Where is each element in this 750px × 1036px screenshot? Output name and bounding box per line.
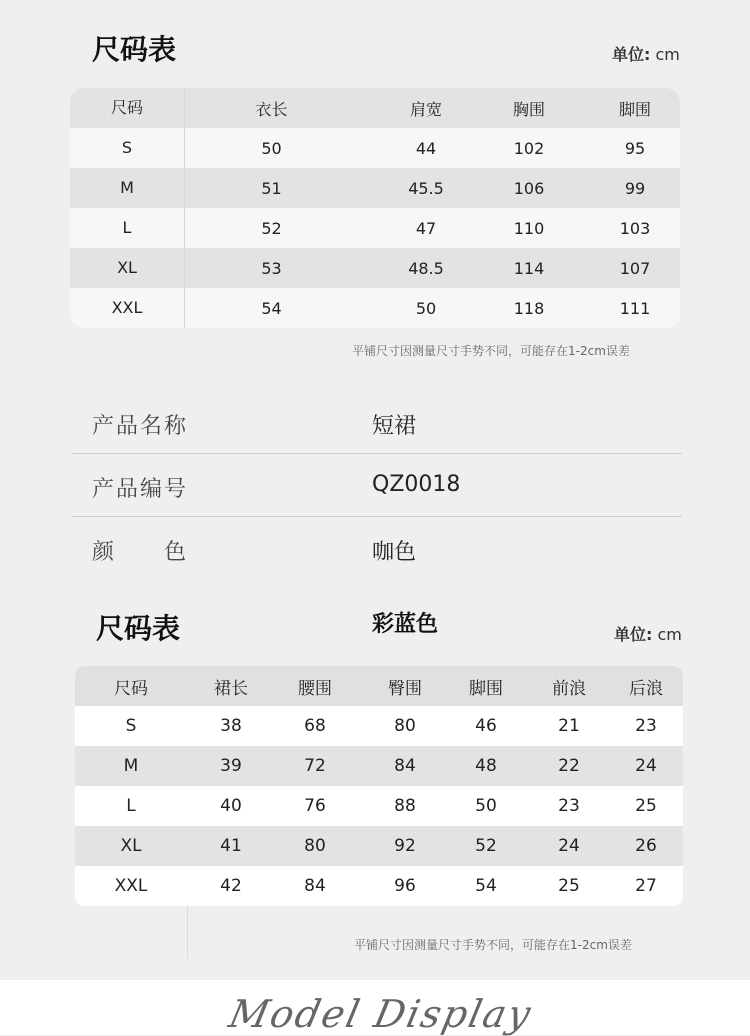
table-cell: 54 xyxy=(261,298,282,318)
unit-value: cm xyxy=(657,625,682,644)
table-cell: 80 xyxy=(394,716,416,736)
table-cell: 110 xyxy=(513,218,545,238)
product-color-row xyxy=(72,517,682,579)
table-cell: 106 xyxy=(513,178,545,198)
table-cell: 46 xyxy=(475,716,497,736)
table-cell: 51 xyxy=(261,178,282,198)
table-cell: 38 xyxy=(220,716,242,736)
table-cell: S xyxy=(70,128,185,168)
table-cell: 24 xyxy=(558,836,580,856)
table-cell: 50 xyxy=(415,298,437,318)
size-table-2 xyxy=(75,666,683,906)
unit-label: 单位: xyxy=(614,625,653,644)
table-cell: 88 xyxy=(394,796,416,816)
table-row xyxy=(75,746,683,786)
table-cell: 25 xyxy=(635,796,657,816)
header-cell: 脚围 xyxy=(469,678,503,699)
table-cell: 92 xyxy=(394,836,416,856)
header-cell: 尺码 xyxy=(70,88,185,128)
table-cell: 50 xyxy=(261,138,282,158)
size-table-1-title: 尺码表 xyxy=(92,33,177,66)
table-cell: 26 xyxy=(635,836,657,856)
header-cell: 前浪 xyxy=(552,678,586,699)
table-header-row xyxy=(75,666,683,706)
table-row xyxy=(75,786,683,826)
table-cell: 84 xyxy=(394,756,416,776)
table-cell: 80 xyxy=(304,836,326,856)
header-cell: 胸围 xyxy=(512,99,545,119)
table-cell: 68 xyxy=(304,716,326,736)
table-cell: 47 xyxy=(415,218,437,238)
measurement-note: 平铺尺寸因测量尺寸手势不同，可能存在1-2cm误差 xyxy=(352,344,630,358)
table-cell: S xyxy=(125,716,137,736)
table-cell: 84 xyxy=(304,876,326,896)
table-cell: 76 xyxy=(304,796,326,816)
product-color-label: 颜 色 xyxy=(92,540,189,565)
size-table-2-unit xyxy=(614,622,682,645)
header-cell: 臀围 xyxy=(388,678,422,699)
product-code-label: 产品编号 xyxy=(92,477,189,502)
size-table-2-title: 尺码表 xyxy=(96,612,181,645)
table-cell: 23 xyxy=(558,796,580,816)
table-cell: 102 xyxy=(513,138,545,158)
table-cell: 72 xyxy=(304,756,326,776)
table-cell: 45.5 xyxy=(408,178,444,198)
table-cell: 95 xyxy=(624,138,646,158)
table-cell: L xyxy=(126,796,136,816)
header-cell: 后浪 xyxy=(629,678,663,699)
product-name-row xyxy=(72,391,682,454)
table-row xyxy=(70,128,680,168)
table-cell: 21 xyxy=(558,716,580,736)
table-header-row xyxy=(70,88,680,128)
table-cell: 96 xyxy=(394,876,416,896)
table-cell: 107 xyxy=(619,258,651,278)
product-color-value: 咖色 xyxy=(372,540,417,565)
header-cell: 腰围 xyxy=(298,678,332,699)
table-row xyxy=(75,826,683,866)
unit-label: 单位: xyxy=(612,45,651,64)
header-cell: 尺码 xyxy=(114,678,148,699)
table-cell: 99 xyxy=(624,178,646,198)
table-cell: 53 xyxy=(261,258,282,278)
table-cell: 52 xyxy=(475,836,497,856)
table-cell: M xyxy=(70,168,185,208)
table-cell: XL xyxy=(120,836,142,856)
size-table-2-subtitle: 彩蓝色 xyxy=(372,612,439,637)
table-cell: 118 xyxy=(513,298,545,318)
table-cell: 44 xyxy=(415,138,437,158)
product-name-label: 产品名称 xyxy=(92,414,189,439)
product-code-row xyxy=(72,454,682,517)
table-cell: 39 xyxy=(220,756,242,776)
table-cell: L xyxy=(70,208,185,248)
size-table-1 xyxy=(70,88,680,328)
header-cell: 脚围 xyxy=(618,99,651,119)
table-row xyxy=(70,248,680,288)
table-cell: XL xyxy=(70,248,185,288)
table-cell: 103 xyxy=(619,218,651,238)
header-cell: 肩宽 xyxy=(409,99,442,119)
table-cell: 27 xyxy=(635,876,657,896)
table-cell: M xyxy=(123,756,139,776)
table-cell: 41 xyxy=(220,836,242,856)
table-cell: XXL xyxy=(114,876,148,896)
table-row xyxy=(75,866,683,906)
size-table-1-unit xyxy=(612,42,680,65)
table-row xyxy=(75,706,683,746)
product-code-value: QZ0018 xyxy=(372,472,461,497)
table-cell: 48.5 xyxy=(408,258,444,278)
table-cell: 54 xyxy=(475,876,497,896)
table-cell: XXL xyxy=(70,288,185,328)
header-cell: 裙长 xyxy=(214,678,248,699)
table-2-left-divider xyxy=(187,906,188,958)
table-cell: 50 xyxy=(475,796,497,816)
product-name-value: 短裙 xyxy=(372,414,417,439)
table-cell: 40 xyxy=(220,796,242,816)
table-cell: 25 xyxy=(558,876,580,896)
model-display-heading: Model Display xyxy=(225,992,537,1036)
table-row xyxy=(70,208,680,248)
table-row xyxy=(70,168,680,208)
table-cell: 23 xyxy=(635,716,657,736)
table-cell: 48 xyxy=(475,756,497,776)
measurement-note-2: 平铺尺寸因测量尺寸手势不同，可能存在1-2cm误差 xyxy=(354,938,632,952)
header-cell: 衣长 xyxy=(255,99,288,119)
table-cell: 111 xyxy=(619,298,651,318)
table-row xyxy=(70,288,680,328)
table-cell: 114 xyxy=(513,258,545,278)
table-cell: 22 xyxy=(558,756,580,776)
table-cell: 52 xyxy=(261,218,282,238)
table-cell: 42 xyxy=(220,876,242,896)
table-cell: 24 xyxy=(635,756,657,776)
unit-value: cm xyxy=(655,45,680,64)
